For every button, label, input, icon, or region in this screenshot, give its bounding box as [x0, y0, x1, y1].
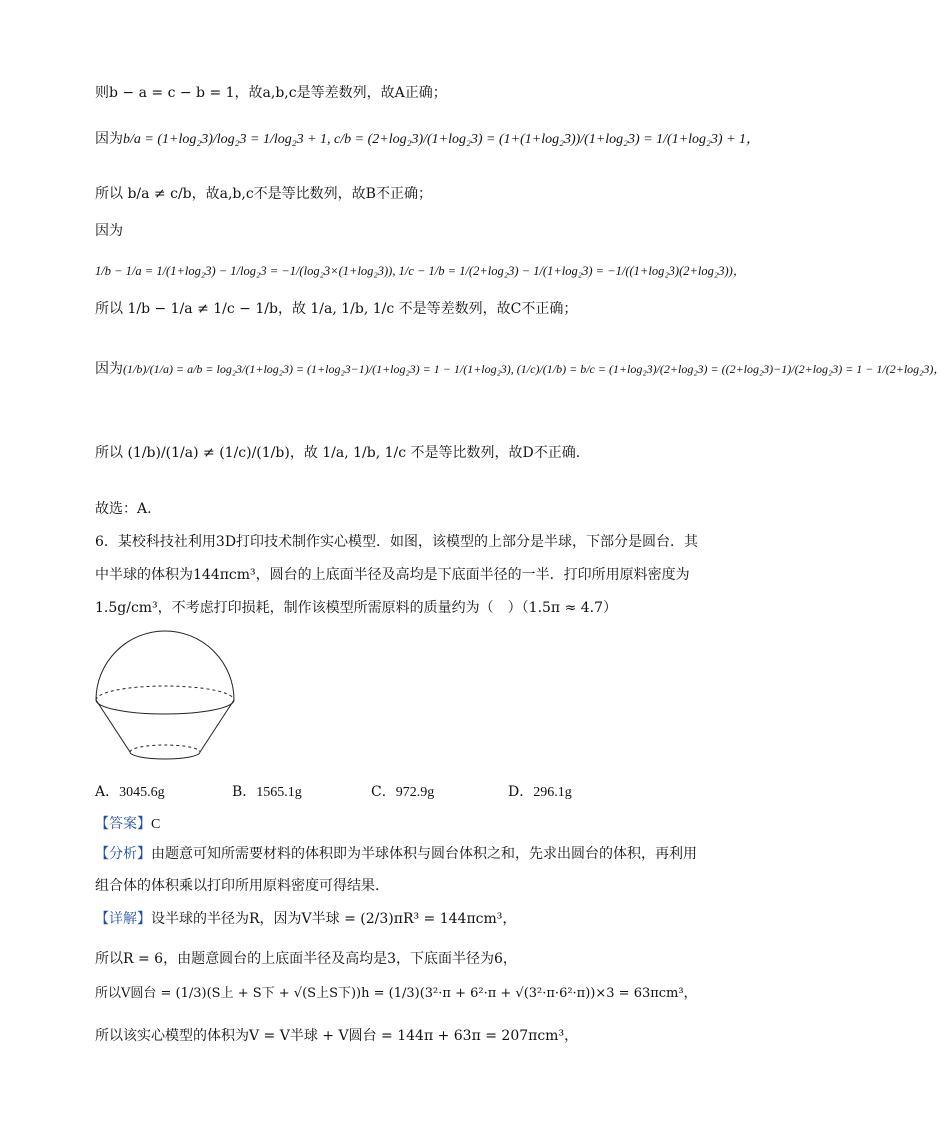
line-choose: 故选：A. [95, 501, 152, 517]
option-c: C．972.9g [371, 784, 435, 800]
detail-line-2: 所以R = 6，由题意圆台的上底面半径及高均是3，下底面半径为6， [95, 951, 517, 967]
answer-line [95, 815, 160, 834]
answer-value: C [151, 817, 161, 832]
question-6-line-1: 6．某校科技社利用3D打印技术制作实心模型．如图，该模型的上部分是半球，下部分是圆台．其 [95, 534, 699, 550]
line-because: 因为 [95, 223, 123, 239]
answer-tag: 【答案】 [95, 816, 151, 832]
detail-line-4: 所以该实心模型的体积为V = V半球 + V圆台 = 144π + 63π = 207πcm³， [95, 1028, 579, 1044]
option-b: B．1565.1g [232, 784, 302, 800]
line-reciprocal-ratio: 因为(1/b)/(1/a) = a/b = log₂3/(1+log₂3) = (1+log₂3−1)/(1+log₂3) = 1 − 1/(1+log₂3), (1/c)/(1/b) = b/c = (1+log₂3)/(2+log₂3) = ((2+log₂3)−1)/(2+log₂3) = 1 − 1/(2+log₂3)， [95, 361, 945, 377]
option-a: A．3045.6g [95, 784, 165, 800]
detail-line-1: 【详解】设半球的半径为R，因为V半球 = (2/3)πR³ = 144πcm³， [95, 911, 517, 927]
question-6-line-2: 中半球的体积为144πcm³，圆台的上底面半径及高均是下底面半径的一半．打印所用原料密度为 [95, 567, 690, 583]
detail-line-3: 所以V圆台 = (1/3)(S上 + S下 + √(S上S下))h = (1/3)(3²·π + 6²·π + √(3²·π·6²·π))×3 = 63πcm³， [95, 986, 697, 1001]
line-not-geometric-reciprocal: 所以 (1/b)/(1/a) ≠ (1/c)/(1/b)，故 1/a, 1/b, 1/c 不是等比数列，故D不正确. [95, 445, 581, 461]
analysis-line-1: 【分析】由题意可知所需要材料的体积即为半球体积与圆台体积之和，先求出圆台的体积，再利用 [95, 846, 697, 862]
detail-tag: 【详解】 [95, 911, 151, 927]
line-reciprocal-difference [95, 262, 745, 280]
hemisphere-frustum-figure [90, 628, 240, 768]
option-d: D．296.1g [508, 784, 572, 800]
line-ratio-computation: 因为b/a = (1+log₂3)/log₂3 = 1/log₂3 + 1, c/b = (2+log₂3)/(1+log₂3) = (1+(1+log₂3))/(1+log₂3) = 1/(1+log₂3) + 1， [95, 131, 761, 147]
line-not-arithmetic-reciprocal: 所以 1/b − 1/a ≠ 1/c − 1/b，故 1/a, 1/b, 1/c 不是等差数列，故C不正确； [95, 301, 578, 317]
analysis-line-2: 组合体的体积乘以打印所用原料密度可得结果. [95, 878, 380, 894]
ratio-formula: b/a = (1+log₂3)/log₂3 = 1/log₂3 + 1, c/b = (2+log₂3)/(1+log₂3) = (1+(1+log₂3))/(1+log₂3) = 1/(1+log₂3) + 1， [123, 132, 761, 147]
line-not-geometric: 所以 b/a ≠ c/b，故a,b,c不是等比数列，故B不正确； [95, 186, 432, 202]
question-6-line-3: 1.5g/cm³，不考虑打印损耗，制作该模型所需原料的质量约为（ ）（1.5π ≈ 4.7） [95, 600, 618, 616]
reciprocal-ratio-formula: (1/b)/(1/a) = a/b = log₂3/(1+log₂3) = (1+log₂3−1)/(1+log₂3) = 1 − 1/(1+log₂3), (1/c)/(1/b) = b/c = (1+log₂3)/(2+log₂3) = ((2+log₂3)−1)/(2+log₂3) = 1 − 1/(2+log₂3)， [123, 362, 945, 376]
analysis-tag: 【分析】 [95, 846, 151, 862]
reciprocal-diff-formula: 1/b − 1/a = 1/(1+log₂3) − 1/log₂3 = −1/(log₂3×(1+log₂3)), 1/c − 1/b = 1/(2+log₂3) − 1/(1+log₂3) = −1/((1+log₂3)(2+log₂3))， [95, 264, 746, 278]
line-arith-conclusion: 则b − a = c − b = 1，故a,b,c是等差数列，故A正确； [95, 85, 447, 101]
